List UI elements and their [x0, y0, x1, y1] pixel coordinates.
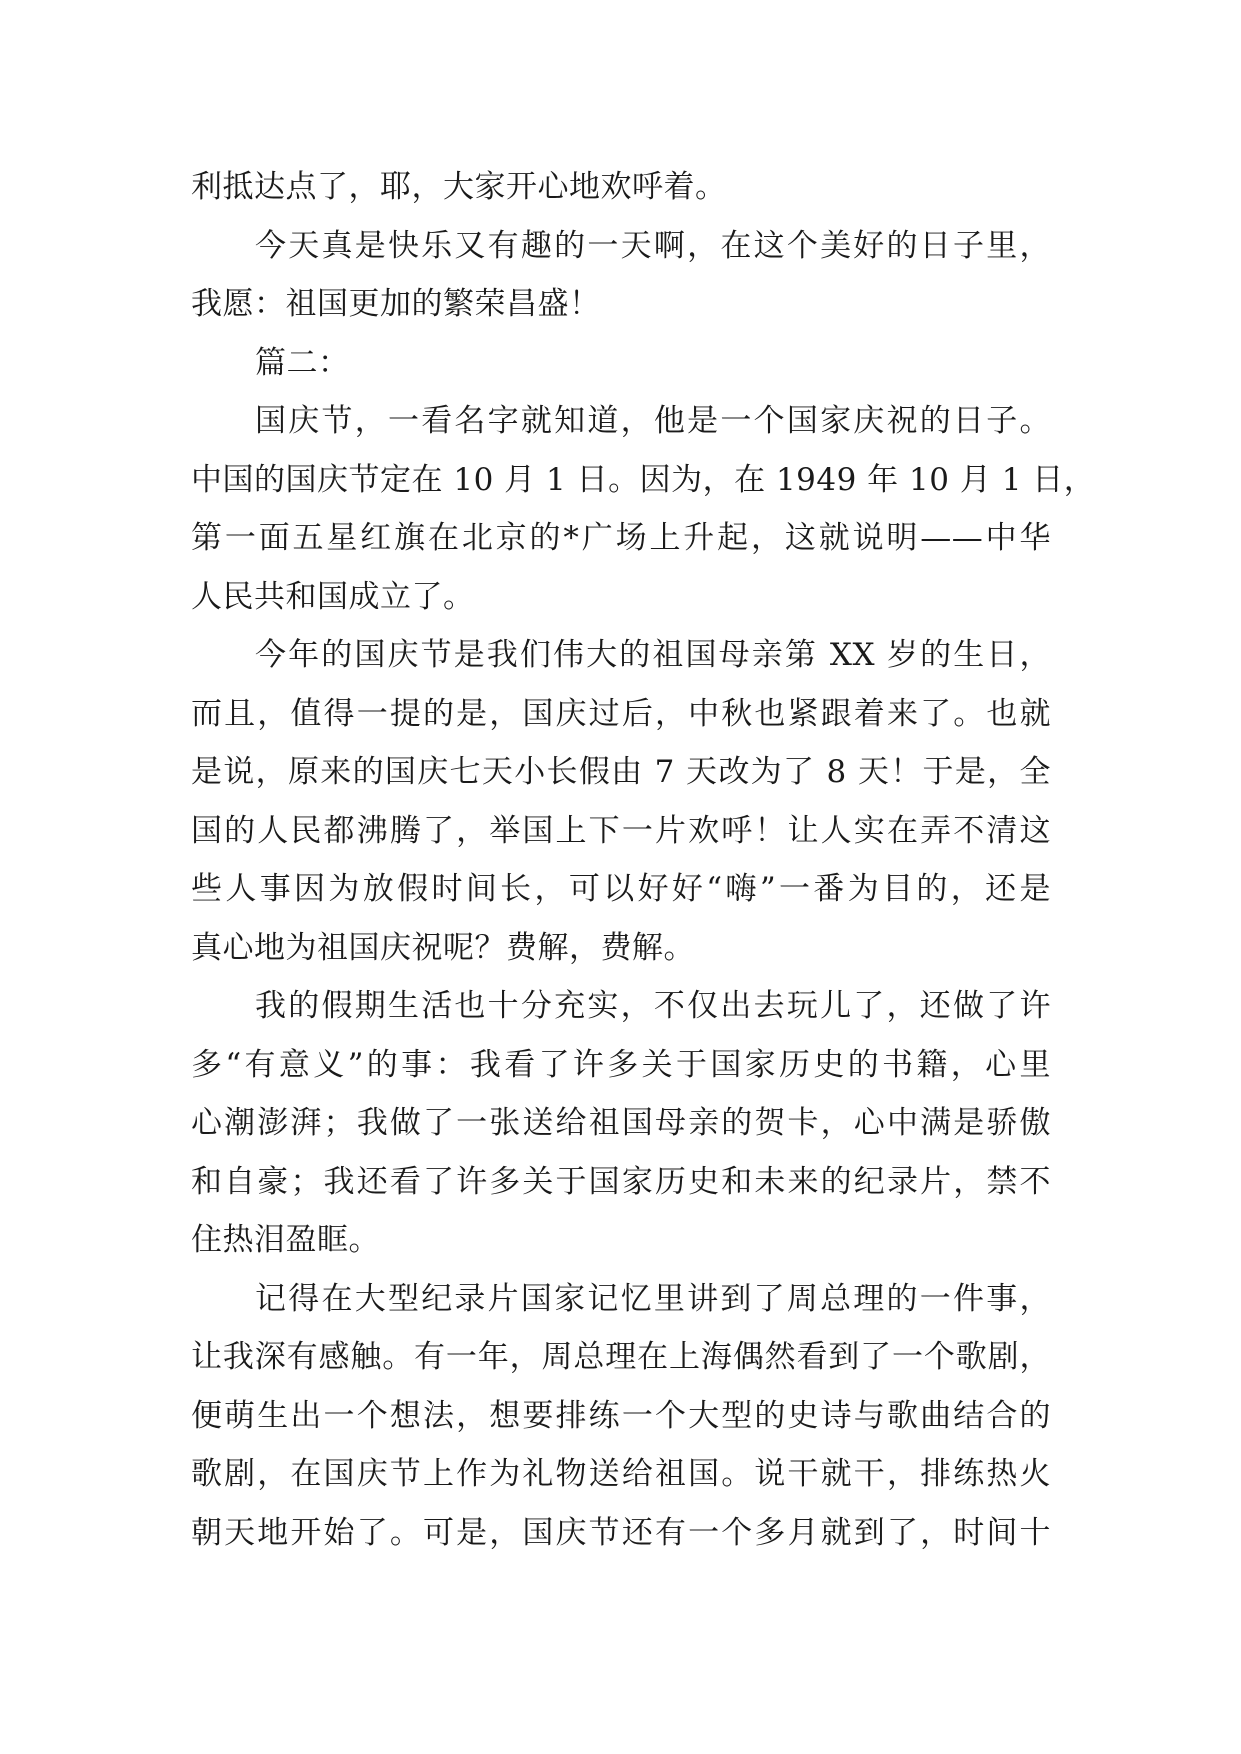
text-line: 人民共和国成立了。 — [191, 578, 475, 615]
text-line: 今年的国庆节是我们伟大的祖国母亲第 XX 岁的生日， — [255, 637, 1051, 673]
document-body-text — [191, 158, 1096, 1562]
text-line: 歌剧，在国庆节上作为礼物送给祖国。说干就干，排练热火 — [191, 1456, 1051, 1492]
text-line: 记得在大型纪录片国家记忆里讲到了周总理的一件事， — [255, 1280, 1051, 1317]
text-line: 多“有意义”的事：我看了许多关于国家历史的书籍，心里 — [191, 1046, 1051, 1083]
text-line: 今天真是快乐又有趣的一天啊，在这个美好的日子里， — [255, 227, 1051, 264]
text-line: 朝天地开始了。可是，国庆节还有一个多月就到了，时间十 — [191, 1514, 1051, 1551]
text-line: 利抵达点了，耶，大家开心地欢呼着。 — [191, 169, 727, 205]
text-line: 篇二： — [255, 344, 350, 381]
text-line: 真心地为祖国庆祝呢？费解，费解。 — [191, 929, 695, 966]
text-line: 让我深有感触。有一年，周总理在上海偶然看到了一个歌剧， — [191, 1339, 1051, 1375]
text-line: 心潮澎湃；我做了一张送给祖国母亲的贺卡，心中满是骄傲 — [191, 1105, 1051, 1141]
text-line: 便萌生出一个想法，想要排练一个大型的史诗与歌曲结合的 — [191, 1397, 1051, 1434]
text-line: 些人事因为放假时间长，可以好好“嗨”一番为目的，还是 — [191, 871, 1051, 907]
text-line: 是说，原来的国庆七天小长假由 7 天改为了 8 天！于是，全 — [191, 754, 1051, 790]
text-line: 住热泪盈眶。 — [191, 1222, 380, 1258]
text-line: 第一面五星红旗在北京的*广场上升起，这就说明——中华 — [191, 520, 1051, 556]
text-line: 国庆节，一看名字就知道，他是一个国家庆祝的日子。 — [255, 403, 1051, 439]
text-line: 中国的国庆节定在 10 月 1 日。因为，在 1949 年 10 月 1 日， — [191, 461, 1096, 498]
text-line: 和自豪；我还看了许多关于国家历史和未来的纪录片，禁不 — [191, 1163, 1051, 1200]
text-line: 我愿：祖国更加的繁荣昌盛！ — [191, 286, 601, 322]
text-line: 国的人民都沸腾了，举国上下一片欢呼！让人实在弄不清这 — [191, 812, 1051, 849]
text-line: 我的假期生活也十分充实，不仅出去玩儿了，还做了许 — [255, 988, 1051, 1024]
text-line: 而且，值得一提的是，国庆过后，中秋也紧跟着来了。也就 — [191, 695, 1051, 732]
